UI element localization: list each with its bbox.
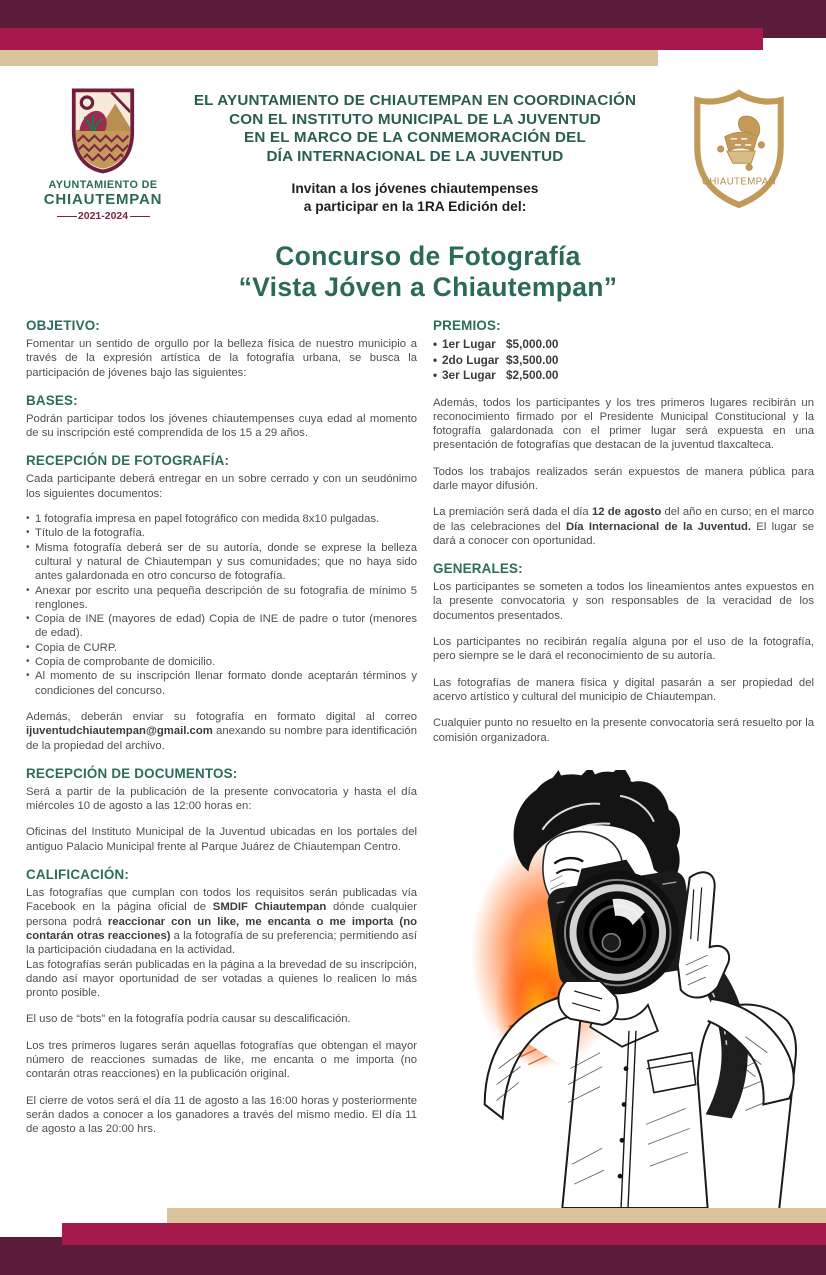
bold-segment: reaccionar con un like, me encanta o me importa (no contarán otras reacciones) xyxy=(26,915,417,942)
organizer-line: DÍA INTERNACIONAL DE LA JUVENTUD xyxy=(266,147,564,165)
bottom-bar-tan xyxy=(167,1208,826,1223)
left-logo-caption-years: —— 2021-2024 —— xyxy=(24,210,182,222)
generales-paragraph4: Cualquier punto no resuelto en la presente convocatoria será resuelto por la comisión organizadora. xyxy=(433,717,814,744)
list-item: • Copia de comprobante de domicilio. xyxy=(26,655,417,669)
email-address: ijuventudchiautempan@gmail.com xyxy=(26,725,213,738)
prize-amount: $5,000.00 xyxy=(506,337,559,351)
list-item: • Copia de CURP. xyxy=(26,641,417,655)
list-item: • Al momento de su inscripción llenar formato donde aceptarán términos y condiciones del concurso. xyxy=(26,669,417,698)
list-item: • Misma fotografía deberá ser de su autoría, donde se exprese la belleza cultural y natural de Chiautempan y sus comunidades; que no haya sido antes galardonada en otro concurso de fotografía. xyxy=(26,541,417,584)
premios-paragraph3 xyxy=(433,505,814,548)
top-bar-maroon-tab xyxy=(763,0,826,38)
digital-submission-paragraph xyxy=(26,710,417,753)
text-segment: del año en curso; en el marco de las celebraciones del xyxy=(433,506,814,533)
organizer-heading xyxy=(148,92,682,166)
text-segment: Además, deberán enviar su fotografía en formato digital al correo xyxy=(26,710,417,723)
chiautempan-coat-of-arms-icon xyxy=(70,86,136,174)
calificacion-paragraph5: El cierre de votos será el día 11 de agosto a las 16:00 horas y posteriormente serán dados a conocer a los ganadores a través del mismo medio. El día 11 de agosto a las 20:00 hrs. xyxy=(26,1094,417,1136)
chiautempan-gold-shield-icon xyxy=(690,88,788,210)
required-documents-list xyxy=(26,512,417,698)
prize-place: 1er Lugar xyxy=(442,337,496,351)
objetivo-paragraph: Fomentar un sentido de orgullo por la belleza física de nuestro municipio a través de la expresión artística de la fotografía urbana, se busca la participación de jóvenes bajo las siguientes: xyxy=(26,338,417,379)
prize-item xyxy=(433,368,814,384)
premios-paragraph1: Además, todos los participantes y los tres primeros lugares recibirán un reconocimiento firmado por el Presidente Municipal Constitucional y la fotografía galardonada con el primer lugar será expuesta en una presentación de fotografías que destacan de la juventud tlaxcalteca. xyxy=(433,396,814,452)
bases-paragraph: Podrán participar todos los jóvenes chiautempenses cuya edad al momento de su inscripción esté comprendida de los 15 a 29 años. xyxy=(26,412,417,440)
left-column xyxy=(26,318,417,1148)
section-heading-calificacion: CALIFICACIÓN: xyxy=(26,867,130,883)
generales-paragraph1: Los participantes se someten a todos los lineamientos antes expuestos en la presente convocatoria y son responsables de la veracidad de los documentos presentados. xyxy=(433,581,814,622)
calificacion-paragraph2: Las fotografías serán publicadas en la página a la brevedad de su inscripción, dando así mayor oportunidad de ser votadas a quienes lo realicen lo más pronto posible. xyxy=(26,958,417,1000)
text-segment: El lugar se dará a conocer con oportunidad. xyxy=(433,520,815,547)
recepcion-fotografia-intro: Cada participante deberá entregar en un sobre cerrado y con un seudónimo los siguientes documentos: xyxy=(26,473,417,500)
invitation-text xyxy=(148,180,682,215)
prize-item xyxy=(433,353,814,369)
prize-item xyxy=(433,337,814,353)
list-item: • Título de la fotografía. xyxy=(26,526,417,540)
calificacion-paragraph3: El uso de “bots” en la fotografía podría causar su descalificación. xyxy=(26,1013,351,1026)
prize-list xyxy=(433,337,814,384)
organizer-line: EL AYUNTAMIENTO DE CHIAUTEMPAN EN COORDINACIÓN xyxy=(193,92,637,109)
section-heading-bases: BASES: xyxy=(26,392,78,408)
contest-title-line1: Concurso de Fotografía xyxy=(275,241,581,271)
top-bar-crimson xyxy=(0,28,763,50)
calificacion-paragraph1 xyxy=(26,886,417,957)
top-bar-tan xyxy=(0,50,658,66)
generales-paragraph3: Las fotografías de manera física y digital pasarán a ser propiedad del acervo artístico y cultural del municipio de Chiautempan. xyxy=(433,676,814,703)
invitation-line: a participar en la 1RA Edición del: xyxy=(303,198,527,214)
chiautempan-shield-logo xyxy=(690,88,790,215)
section-heading-generales: GENERALES: xyxy=(433,561,523,577)
section-heading-recepcion-documentos: RECEPCIÓN DE DOCUMENTOS: xyxy=(26,765,238,781)
organizer-line: CON EL INSTITUTO MUNICIPAL DE LA JUVENTUD xyxy=(229,110,601,128)
left-logo-caption-line1: AYUNTAMIENTO DE xyxy=(48,179,158,191)
bold-segment: SMDIF Chiautempan xyxy=(212,901,327,914)
section-heading-recepcion-fotografia: RECEPCIÓN DE FOTOGRAFÍA: xyxy=(26,453,230,469)
text-segment: dónde cualquier persona podrá xyxy=(26,901,417,928)
list-item: • 1 fotografía impresa en papel fotográfico con medida 8x10 pulgadas. xyxy=(26,512,417,526)
bottom-bar-crimson xyxy=(62,1223,826,1245)
prize-amount: $2,500.00 xyxy=(506,368,559,382)
premios-paragraph2: Todos los trabajos realizados serán expuestos de manera pública para darle mayor difusión. xyxy=(433,465,814,492)
photographer-with-camera-sketch-icon xyxy=(448,770,812,1208)
recepcion-documentos-paragraph1: Será a partir de la publicación de la presente convocatoria y hasta el día miércoles 10 de agosto a las 12:00 horas en: xyxy=(26,785,417,813)
section-heading-premios: PREMIOS: xyxy=(433,318,501,333)
invitation-line: Invitan a los jóvenes chiautempenses xyxy=(291,181,539,196)
bold-segment: 12 de agosto xyxy=(591,506,662,519)
text-segment: a la fotografía de su preferencia; permitiendo así la participación ciudadana en la actividad. xyxy=(26,929,418,957)
list-item: • Anexar por escrito una pequeña descripción de su fotografía de mínimo 5 renglones. xyxy=(26,584,417,613)
contest-title-line2: “Vista Jóven a Chiautempan” xyxy=(238,271,618,302)
text-segment: La premiación será dada el día xyxy=(433,506,592,519)
bottom-bar-maroon xyxy=(0,1245,826,1275)
bold-segment: Día Internacional de la Juventud. xyxy=(565,520,752,533)
contest-title xyxy=(30,241,826,302)
section-heading-objetivo: OBJETIVO: xyxy=(26,318,100,333)
organizer-line: EN EL MARCO DE LA CONMEMORACIÓN DEL xyxy=(244,129,586,147)
left-logo-caption-line2: CHIAUTEMPAN xyxy=(43,191,163,208)
list-item: • Copia de INE (mayores de edad) Copia de INE de padre o tutor (menores de edad). xyxy=(26,612,417,641)
photographer-illustration xyxy=(448,770,812,1208)
top-bar-maroon xyxy=(0,0,826,28)
right-logo-label: CHIAUTEMPAN xyxy=(702,176,776,188)
text-segment: anexando su nombre para identificación de la propiedad del archivo. xyxy=(26,725,417,752)
prize-place: 3er Lugar xyxy=(442,368,496,382)
prize-place: 2do Lugar xyxy=(442,352,500,367)
text-segment: Las fotografías que cumplan con todos los requisitos serán publicadas vía Facebook en la página oficial de xyxy=(26,887,417,914)
prize-amount: $3,500.00 xyxy=(506,352,559,367)
recepcion-documentos-paragraph2: Oficinas del Instituto Municipal de la Juventud ubicadas en los portales del antiguo Palacio Municipal frente al Parque Juárez de Chiautempan Centro. xyxy=(26,826,417,853)
generales-paragraph2: Los participantes no recibirán regalía alguna por el uso de la fotografía, pero siempre se le dará el reconocimiento de su autoría. xyxy=(433,636,814,663)
calificacion-paragraph4: Los tres primeros lugares serán aquellas fotografías que obtengan el mayor número de reacciones sumadas de like, me encanta o me importa (no contarán otras reacciones) en la publicación original. xyxy=(26,1039,417,1081)
